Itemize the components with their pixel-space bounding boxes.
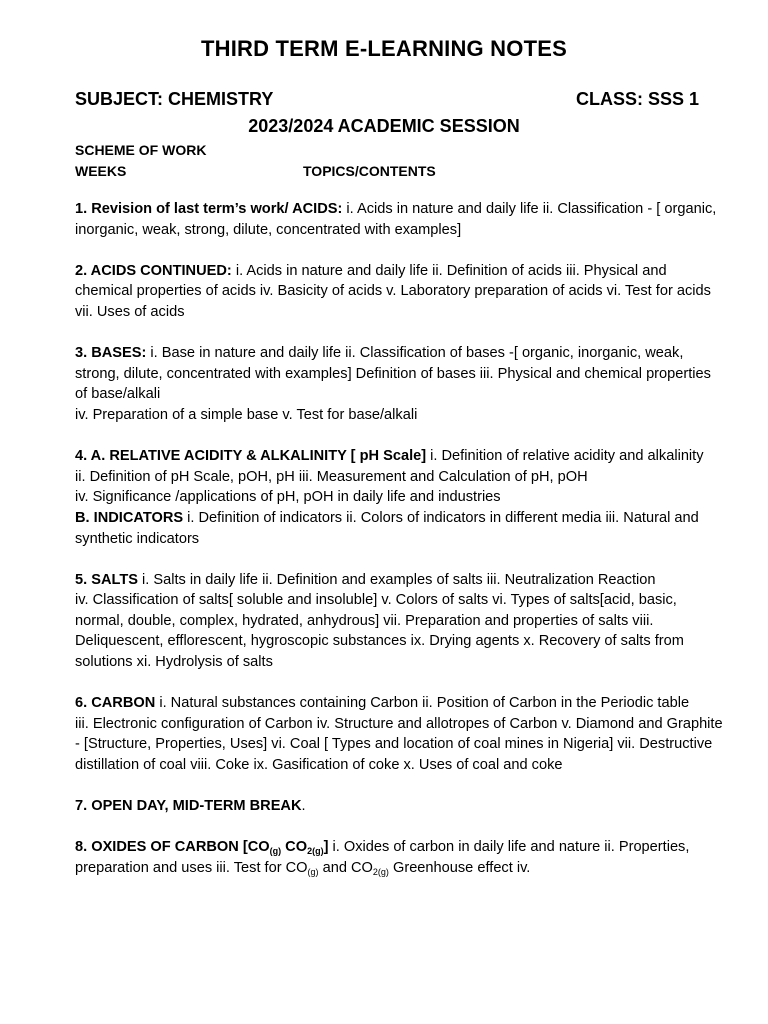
subscript: 2(g) (372, 867, 389, 877)
week-contents-line: iii. Electronic configuration of Carbon iv. Structure and allotropes of Carbon v. Diamond and Graphite (75, 715, 723, 732)
week-item-3 (75, 343, 725, 425)
week-heading: 6. CARBON (75, 695, 156, 712)
week-heading (75, 839, 328, 855)
week-item-2 (75, 261, 725, 323)
session-label: 2023/2024 ACADEMIC SESSION (248, 116, 520, 136)
week-contents: i. Base in nature and daily life ii. Classification of bases -[ organic, inorganic, weak, strong, dilute, concentrated with examples] Definition of bases iii. Physical and chemical properties of base/alkali (75, 345, 711, 403)
week-subheading: B. INDICATORS (75, 509, 184, 526)
topics-column-header: TOPICS/CONTENTS (303, 163, 436, 179)
week-heading: 4. A. RELATIVE ACIDITY & ALKALINITY [ pH Scale] (75, 448, 427, 465)
week-contents: . (301, 798, 306, 815)
week-heading: 1. Revision of last term’s work/ ACIDS: (75, 201, 343, 217)
week-item-7 (75, 796, 725, 817)
week-contents: i. Acids in nature and daily life ii. Definition of acids iii. Physical and chemical properties of acids iv. Basicity of acids v. Laboratory preparation of acids vi. Test for acids vii. Uses of acids (75, 262, 711, 320)
week-contents: i. Acids in nature and daily life ii. Classification - [ organic, inorganic, weak, strong, dilute, concentrated with examples] (75, 201, 717, 238)
week-contents-line: - [Structure, Properties, Uses] vi. Coal [ Types and location of coal mines in Nigeria] vii. Destructive distillation of coal viii. Coke ix. Gasification of coke x. Uses of coal and coke (75, 736, 713, 774)
week-contents: i. Definition of relative acidity and alkalinity (426, 448, 704, 465)
week-item-1 (75, 199, 725, 240)
subscript: (g) (307, 867, 319, 877)
week-contents-line: iv. Classification of salts[ soluble and insoluble] v. Colors of salts vi. Types of salts[acid, basic, normal, double, complex, hydrated, anhydrous] vii. Preparation and properties of salts viii. Deliquescent, efflorescent, hygroscopic substances ix. Drying agents x. Recovery of salts from solutions xi. Hydrolysis of salts (75, 592, 684, 671)
weeks-column-header: WEEKS (75, 163, 127, 179)
subject-label: SUBJECT: CHEMISTRY (75, 89, 274, 109)
week-contents-line: ii. Definition of pH Scale, pOH, pH iii. Measurement and Calculation of pH, pOH (75, 468, 588, 485)
week-contents-line: iv. Preparation of a simple base v. Test for base/alkali (75, 406, 418, 423)
week-contents: i. Oxides of carbon in daily life and nature ii. Properties, preparation and uses iii. Test for CO (75, 839, 690, 876)
week-contents: Greenhouse effect iv. (388, 860, 531, 876)
scheme-of-work-label: SCHEME OF WORK (75, 142, 207, 158)
week-item-5 (75, 570, 725, 673)
week-contents: i. Natural substances containing Carbon ii. Position of Carbon in the Periodic table (155, 695, 690, 712)
heading-part: 8. OXIDES OF CARBON [CO (75, 839, 270, 856)
week-heading: 2. ACIDS CONTINUED: (75, 262, 232, 279)
page-title: THIRD TERM E-LEARNING NOTES (201, 36, 567, 61)
class-label: CLASS: SSS 1 (576, 89, 700, 109)
heading-part: ] (323, 839, 329, 856)
subscript: (g) (269, 846, 282, 857)
week-item-8 (75, 837, 725, 878)
week-item-4 (75, 446, 725, 549)
week-item-6 (75, 693, 725, 775)
subscript: 2(g) (307, 846, 324, 857)
heading-part: CO (281, 839, 308, 856)
week-contents: and CO (318, 860, 373, 876)
week-heading: 3. BASES: (75, 345, 147, 362)
scheme-list (75, 199, 725, 899)
week-contents: i. Definition of indicators ii. Colors of indicators in different media iii. Natural and synthetic indicators (75, 509, 699, 547)
week-heading: 5. SALTS (75, 571, 138, 588)
week-heading: 7. OPEN DAY, MID-TERM BREAK (75, 798, 302, 815)
week-contents-line: iv. Significance /applications of pH, pOH in daily life and industries (75, 489, 501, 506)
week-contents: i. Salts in daily life ii. Definition and examples of salts iii. Neutralization Reaction (137, 571, 656, 588)
